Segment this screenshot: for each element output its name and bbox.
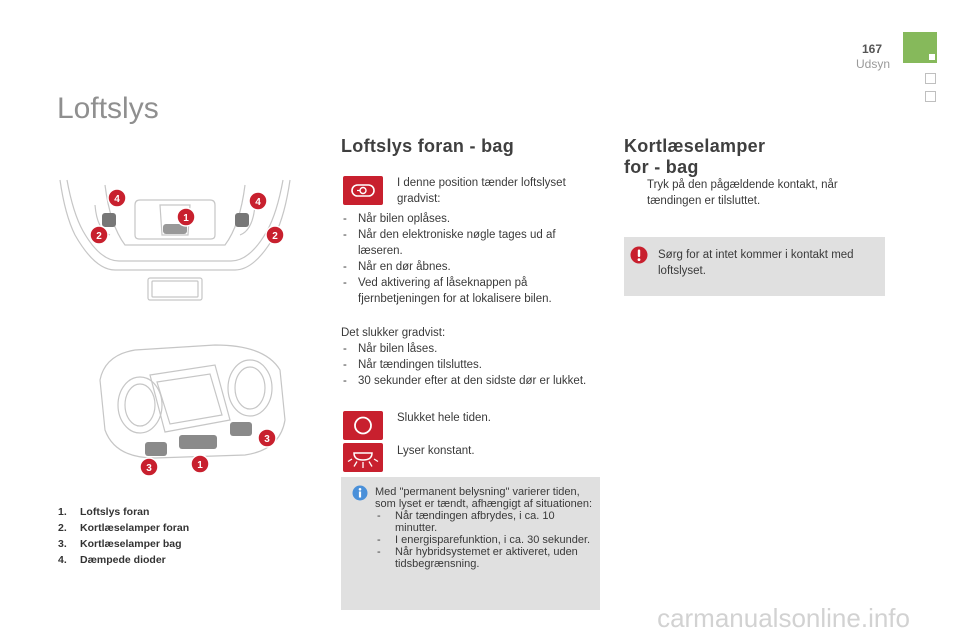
list-item: - Ved aktivering af låseknappen på fjernbetjeningen for at lokalisere bilen. — [341, 275, 591, 307]
list-item: - Når bilen oplåses. — [341, 211, 591, 227]
warning-text: Sørg for at intet kommer i kontakt med loftslyset. — [658, 249, 854, 277]
list-item: - Når bilen låses. — [341, 341, 591, 357]
callout-2: 2 — [96, 231, 102, 242]
page-title: Loftslys — [57, 92, 159, 125]
list-item: - Når tændingen tilsluttes. — [341, 357, 591, 373]
on-conditions-list — [341, 211, 591, 307]
gradual-on-text: I denne position tænder loftslyset gradvist: — [397, 177, 566, 205]
legend-item: 3. Kortlæselamper bag — [58, 538, 182, 550]
callout-1: 1 — [197, 460, 203, 471]
section-heading-reading-lamps: Kortlæselamper for - bag — [624, 136, 766, 177]
on-mode-icon — [343, 443, 383, 472]
section-tab-active — [903, 32, 937, 63]
list-item: - Når en dør åbnes. — [341, 259, 591, 275]
watermark: carmanualsonline.info — [657, 603, 910, 633]
info-intro: Med "permanent belysning" varierer tiden, som lyset er tændt, afhængigt af situationen: — [375, 486, 593, 510]
reading-lamps-instruction: Tryk på den pågældende kontakt, når tændingen er tilsluttet. — [647, 179, 838, 207]
section-tab — [925, 73, 936, 84]
off-conditions-list — [341, 341, 591, 389]
legend-item: 1. Loftslys foran — [58, 506, 150, 518]
off-mode-icon — [343, 411, 383, 440]
warning-box — [624, 237, 885, 296]
page-number: 167 — [861, 42, 882, 56]
figure-legend — [58, 504, 189, 568]
section-heading-front-back: Loftslys foran - bag — [341, 136, 515, 156]
list-item: - 30 sekunder efter at den sidste dør er lukket. — [341, 373, 591, 389]
callout-4: 4 — [114, 194, 120, 205]
list-item: - Når den elektroniske nøgle tages ud af læseren. — [341, 227, 591, 259]
gradual-mode-icon — [343, 176, 383, 205]
info-box — [341, 477, 600, 610]
list-item: - Når hybridsystemet er aktiveret, uden tidsbegrænsning. — [375, 546, 593, 570]
legend-item: 4. Dæmpede dioder — [58, 554, 166, 566]
always-on-text: Lyser konstant. — [397, 445, 475, 457]
info-icon — [352, 485, 368, 501]
front-console-figure — [55, 175, 295, 310]
info-list — [375, 510, 593, 570]
off-intro: Det slukker gradvist: — [341, 327, 446, 339]
list-item: - Når tændingen afbrydes, i ca. 10 minutter. — [375, 510, 593, 534]
section-tab — [925, 91, 936, 102]
callout-4: 4 — [255, 197, 261, 208]
list-item: - I energisparefunktion, i ca. 30 sekunder. — [375, 534, 593, 546]
callout-2: 2 — [272, 231, 278, 242]
callout-1: 1 — [183, 213, 189, 224]
callout-3: 3 — [264, 434, 270, 445]
section-name: Udsyn — [855, 57, 890, 71]
callout-3: 3 — [146, 463, 152, 474]
always-off-text: Slukket hele tiden. — [397, 412, 491, 424]
legend-item: 2. Kortlæselamper foran — [58, 522, 190, 534]
warning-icon — [630, 246, 648, 264]
rear-console-figure — [95, 340, 295, 480]
